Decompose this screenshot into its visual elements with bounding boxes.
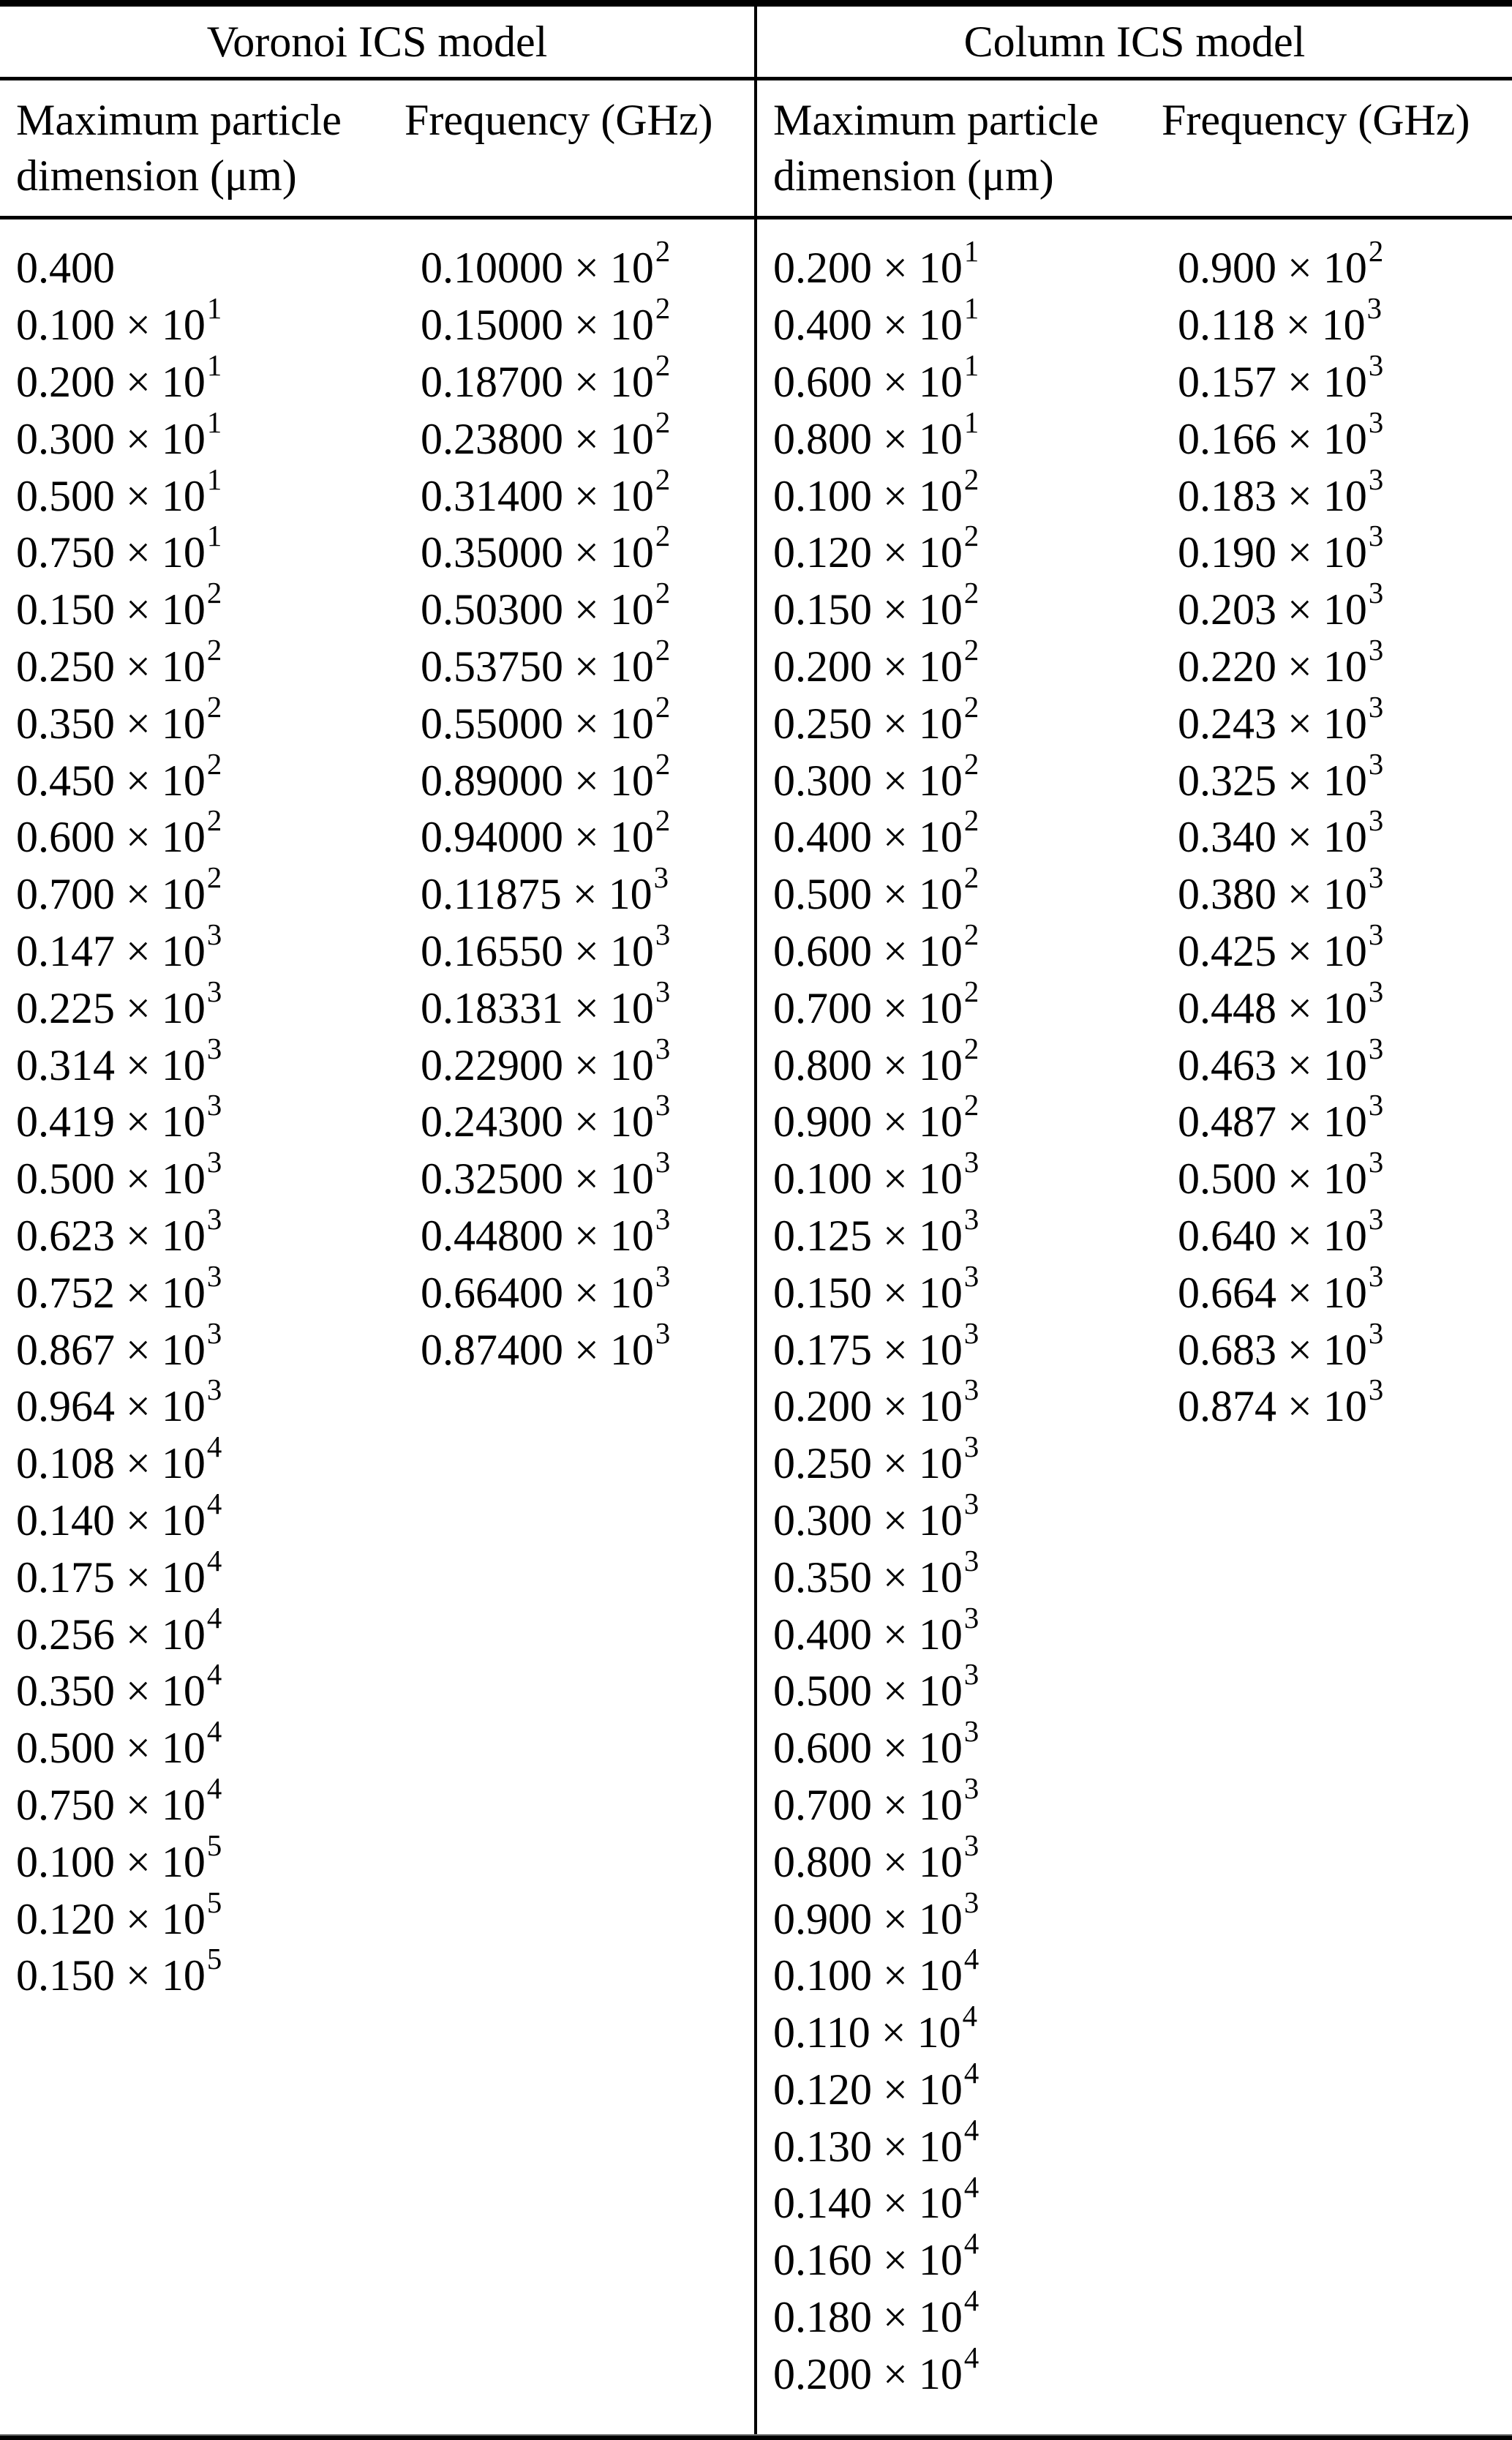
table-cell: 0.500 × 10 $^2$ [773,861,979,919]
table-cell: 0.100 × 10 $^5$ [16,1828,222,1886]
table-cell: 0.200 × 10 $^1$ [16,349,222,406]
table-cell: 0.130 × 10 $^4$ [773,2113,979,2171]
table-cell: 0.400 × 10 $^1$ [773,292,979,350]
table-cell: 0.400 [16,244,115,293]
data-grid [757,219,1512,2403]
table-cell: 0.200 × 10 $^1$ [773,235,979,293]
table-cell: 0.448 × 10 $^3$ [1178,975,1384,1032]
data-grid [0,219,754,2005]
table-cell: 0.203 × 10 $^3$ [1178,577,1384,634]
table-cell: 0.750 × 10 $^1$ [16,519,222,577]
table-cell: 0.175 × 10 $^4$ [16,1544,222,1602]
table-cell: 0.35000 × 10 $^2$ [421,519,671,577]
table-cell: 0.140 × 10 $^4$ [16,1487,222,1544]
table-cell: 0.200 × 10 $^2$ [773,634,979,691]
table-content [0,7,1512,2434]
table-cell: 0.964 × 10 $^3$ [16,1373,222,1431]
table-cell: 0.640 × 10 $^3$ [1178,1203,1384,1260]
table-cell: 0.24300 × 10 $^3$ [421,1089,671,1146]
table-cell: 0.600 × 10 $^2$ [773,918,979,975]
table-cell [1178,1833,1512,1891]
table-cell: 0.600 × 10 $^1$ [773,349,979,406]
table-cell: 0.150 × 10 $^3$ [773,1259,979,1317]
table-cell: 0.225 × 10 $^3$ [16,975,222,1032]
table-cell: 0.500 × 10 $^1$ [16,462,222,520]
table-cell: 0.683 × 10 $^3$ [1178,1316,1384,1374]
table-cell: 0.100 × 10 $^2$ [773,462,979,520]
table-cell [421,1720,754,1777]
table-cell [1178,1435,1512,1493]
table-cell: 0.125 × 10 $^3$ [773,1203,979,1260]
table-cell: 0.425 × 10 $^3$ [1178,918,1384,975]
table-cell: 0.250 × 10 $^2$ [773,690,979,748]
table-cell: 0.500 × 10 $^4$ [16,1715,222,1773]
table-cell [421,1549,754,1606]
table-cell: 0.183 × 10 $^3$ [1178,462,1384,520]
column-header-frequency: Frequency (GHz) [1162,96,1470,144]
table-cell: 0.150 × 10 $^2$ [16,577,222,634]
table-cell: 0.55000 × 10 $^2$ [421,690,671,748]
table-cell [421,1948,754,2005]
table-cell [1178,1493,1512,1550]
column-header-dimension: Maximum particle dimension (μm) [773,96,1099,200]
table-cell: 0.340 × 10 $^3$ [1178,804,1384,862]
table-cell [421,1378,754,1435]
table-cell: 0.664 × 10 $^3$ [1178,1259,1384,1317]
table-cell: 0.108 × 10 $^4$ [16,1430,222,1488]
table-cell: 0.100 × 10 $^4$ [773,1942,979,2000]
table-cell: 0.874 × 10 $^3$ [1178,1373,1384,1431]
table-cell: 0.166 × 10 $^3$ [1178,405,1384,463]
table-cell [1178,2175,1512,2232]
table-cell: 0.623 × 10 $^3$ [16,1203,222,1260]
table-cell: 0.487 × 10 $^3$ [1178,1089,1384,1146]
table-cell: 0.10000 × 10 $^2$ [421,235,671,293]
table-cell: 0.800 × 10 $^1$ [773,405,979,463]
table-cell: 0.140 × 10 $^4$ [773,2170,979,2228]
table-cell: 0.150 × 10 $^2$ [773,577,979,634]
table-cell [421,1891,754,1948]
table-cell [1178,2118,1512,2175]
table-cell: 0.120 × 10 $^5$ [16,1885,222,1943]
table-cell: 0.250 × 10 $^3$ [773,1430,979,1488]
table-cell: 0.220 × 10 $^3$ [1178,634,1384,691]
table-cell: 0.463 × 10 $^3$ [1178,1032,1384,1089]
table-cell: 0.110 × 10 $^4$ [773,2000,978,2057]
table-cell: 0.66400 × 10 $^3$ [421,1259,671,1317]
column-header-frequency: Frequency (GHz) [405,96,713,144]
table-cell: 0.18700 × 10 $^2$ [421,349,671,406]
bottom-rule [0,2434,1512,2440]
table-cell: 0.752 × 10 $^3$ [16,1259,222,1317]
table-cell: 0.31400 × 10 $^2$ [421,462,671,520]
table-cell: 0.250 × 10 $^2$ [16,634,222,691]
table-cell: 0.450 × 10 $^2$ [16,747,222,805]
table-cell [1178,1777,1512,1834]
table-cell: 0.157 × 10 $^3$ [1178,349,1384,406]
table-cell: 0.44800 × 10 $^3$ [421,1203,671,1260]
table-cell: 0.800 × 10 $^2$ [773,1032,979,1089]
table-cell: 0.300 × 10 $^2$ [773,747,979,805]
table-cell: 0.11875 × 10 $^3$ [421,861,669,919]
table-cell: 0.700 × 10 $^2$ [16,861,222,919]
table-cell: 0.314 × 10 $^3$ [16,1032,222,1089]
voronoi-model-section [0,7,754,2434]
table-cell: 0.500 × 10 $^3$ [773,1658,979,1716]
table-cell: 0.200 × 10 $^3$ [773,1373,979,1431]
table-cell: 0.350 × 10 $^4$ [16,1658,222,1716]
table-cell: 0.100 × 10 $^3$ [773,1146,979,1204]
table-cell: 0.118 × 10 $^3$ [1178,292,1383,350]
table-cell: 0.350 × 10 $^2$ [16,690,222,748]
model-title-column: Column ICS model [757,7,1512,80]
table-cell: 0.600 × 10 $^2$ [16,804,222,862]
table-cell: 0.750 × 10 $^4$ [16,1771,222,1829]
table-cell: 0.600 × 10 $^3$ [773,1715,979,1773]
table-cell: 0.32500 × 10 $^3$ [421,1146,671,1204]
table-cell: 0.380 × 10 $^3$ [1178,861,1384,919]
table-cell: 0.50300 × 10 $^2$ [421,577,671,634]
table-cell: 0.700 × 10 $^2$ [773,975,979,1032]
table-cell: 0.300 × 10 $^1$ [16,405,222,463]
table-cell: 0.53750 × 10 $^2$ [421,634,671,691]
table-cell: 0.800 × 10 $^3$ [773,1828,979,1886]
table-cell [421,1606,754,1663]
table-cell [421,1493,754,1550]
table-cell: 0.120 × 10 $^4$ [773,2056,979,2114]
table-cell: 0.160 × 10 $^4$ [773,2227,979,2285]
table-cell: 0.400 × 10 $^2$ [773,804,979,862]
table-cell: 0.400 × 10 $^3$ [773,1601,979,1659]
column-header-dimension: Maximum particle dimension (μm) [16,96,342,200]
table-cell: 0.175 × 10 $^3$ [773,1316,979,1374]
table-cell [1178,1606,1512,1663]
table-cell: 0.89000 × 10 $^2$ [421,747,671,805]
table-cell [1178,1549,1512,1606]
table-cell [1178,2346,1512,2403]
table-cell: 0.87400 × 10 $^3$ [421,1316,671,1374]
table-cell [1178,2232,1512,2289]
table-cell [421,1435,754,1493]
table-cell [1178,1948,1512,2005]
table-cell [1178,1663,1512,1720]
table-cell: 0.256 × 10 $^4$ [16,1601,222,1659]
table-cell: 0.16550 × 10 $^3$ [421,918,671,975]
table-cell: 0.350 × 10 $^3$ [773,1544,979,1602]
table-cell: 0.300 × 10 $^3$ [773,1487,979,1544]
table-cell [1178,2062,1512,2119]
table-cell: 0.120 × 10 $^2$ [773,519,979,577]
table-cell: 0.867 × 10 $^3$ [16,1316,222,1374]
table-cell: 0.325 × 10 $^3$ [1178,747,1384,805]
table-cell: 0.150 × 10 $^5$ [16,1942,222,2000]
table-cell: 0.243 × 10 $^3$ [1178,690,1384,748]
table-cell: 0.190 × 10 $^3$ [1178,519,1384,577]
column-headers [0,80,754,219]
table-cell [1178,2289,1512,2346]
table-cell [1178,2005,1512,2062]
table-cell [1178,1891,1512,1948]
table-cell: 0.94000 × 10 $^2$ [421,804,671,862]
table-cell: 0.900 × 10 $^2$ [1178,235,1384,293]
table-cell: 0.23800 × 10 $^2$ [421,405,671,463]
table-cell: 0.147 × 10 $^3$ [16,918,222,975]
table-cell [1178,1720,1512,1777]
table-cell: 0.900 × 10 $^3$ [773,1885,979,1943]
table-cell: 0.18331 × 10 $^3$ [421,975,671,1032]
table-cell: 0.500 × 10 $^3$ [1178,1146,1384,1204]
top-rule [0,0,1512,7]
table-cell: 0.180 × 10 $^4$ [773,2284,979,2342]
table-cell: 0.100 × 10 $^1$ [16,292,222,350]
table-cell: 0.200 × 10 $^4$ [773,2340,979,2398]
table-cell [421,1833,754,1891]
table-cell: 0.900 × 10 $^2$ [773,1089,979,1146]
table-cell [421,1777,754,1834]
table-cell: 0.22900 × 10 $^3$ [421,1032,671,1089]
table-cell: 0.700 × 10 $^3$ [773,1771,979,1829]
column-model-section [754,7,1512,2434]
table-cell [421,1663,754,1720]
table-cell: 0.500 × 10 $^3$ [16,1146,222,1204]
column-headers [757,80,1512,219]
table-cell: 0.419 × 10 $^3$ [16,1089,222,1146]
model-title-voronoi: Voronoi ICS model [0,7,754,80]
table-cell: 0.15000 × 10 $^2$ [421,292,671,350]
